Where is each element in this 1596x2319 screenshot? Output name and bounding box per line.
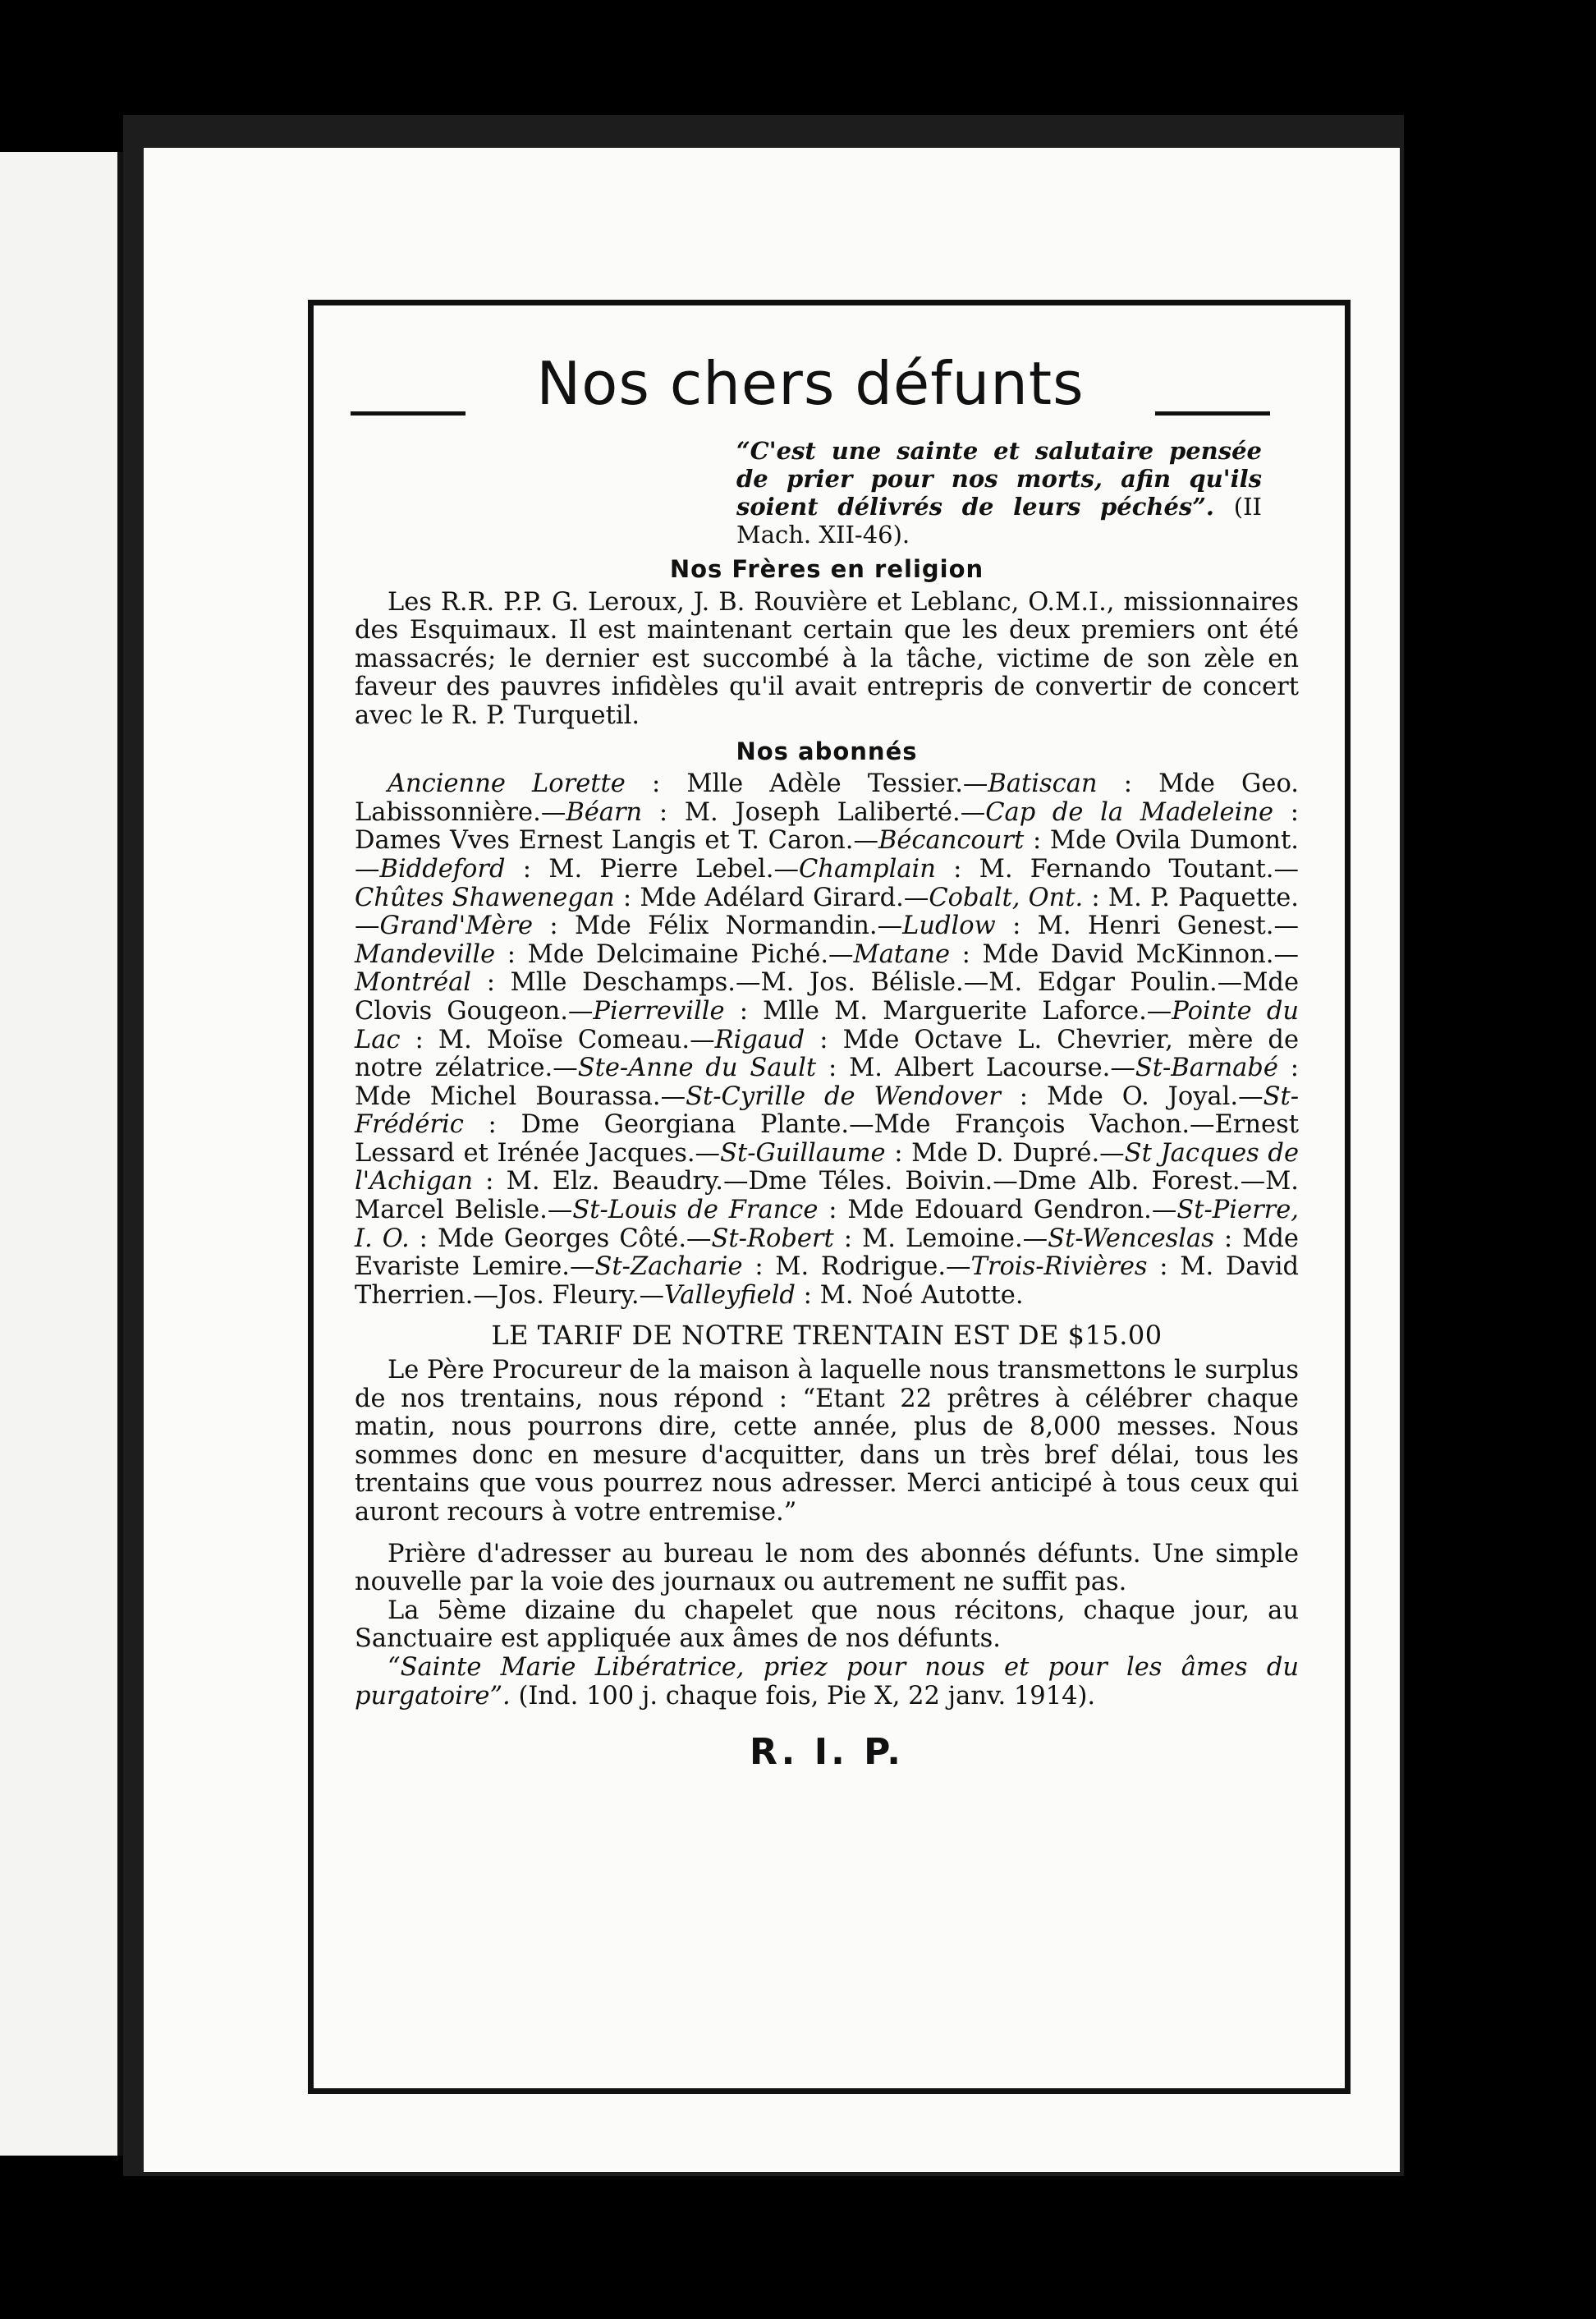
abonne-names: Dames Vves Ernest Langis et T. Caron. <box>355 826 854 856</box>
abonne-place: Pierreville <box>593 996 725 1026</box>
abonne-place: St-Frédéric <box>355 1081 1300 1140</box>
abonne-place: St-Louis de France <box>572 1196 819 1225</box>
abonne-place: Ancienne Lorette <box>388 769 626 799</box>
abonne-names: Mde Félix Normandin. <box>574 912 878 941</box>
abonne-names: Mde Michel Bourassa. <box>355 1081 661 1111</box>
abonne-place: St-Pierre, I. O. <box>355 1196 1299 1253</box>
epigraph <box>736 437 1262 549</box>
adresser-paragraph: Prière d'adresser au bureau le nom des abonnés défunts. Une simple nouvelle par la voie des journaux ou autrement ne suffit pas. <box>355 1539 1299 1597</box>
abonne-names: Mde D. Dupré. <box>911 1138 1100 1168</box>
abonne-place: St-Wenceslas <box>1048 1224 1214 1253</box>
abonne-names: M. Albert Lacourse. <box>849 1054 1111 1083</box>
abonne-names: Mde Octave L. Chevrier, mère de notre zélatrice. <box>355 1025 1300 1083</box>
abonne-names: Dme Georgiana Plante.—Mde François Vachon.—Ernest Lessard et Irénée Jacques. <box>355 1110 1299 1168</box>
abonne-place: Mandeville <box>355 939 496 969</box>
invocation-indulgence: (Ind. 100 j. chaque fois, Pie X, 22 janv. 1914). <box>518 1681 1096 1711</box>
abonne-names: M. Pierre Lebel. <box>548 854 774 884</box>
abonne-place: St Jacques de l'Achigan <box>355 1138 1300 1196</box>
abonne-names: Mde Adélard Girard. <box>640 883 904 912</box>
abonne-place: Pointe du Lac <box>355 996 1300 1054</box>
abonne-names: Mlle M. Marguerite Laforce. <box>763 996 1147 1026</box>
abonne-names: Mde David McKinnon. <box>982 939 1274 969</box>
abonne-names: M. P. Paquette. <box>1108 883 1299 912</box>
abonne-names: Mde O. Joyal. <box>1046 1081 1239 1111</box>
abonne-names: M. Joseph Laliberté. <box>684 797 961 827</box>
abonne-place: Rigaud <box>714 1025 805 1054</box>
abonne-place: St-Barnabé <box>1135 1054 1278 1083</box>
article-body <box>355 437 1300 1774</box>
epigraph-quote: “C'est une sainte et salutaire pensée de prier pour nos morts, afin qu'ils soient délivrés de leurs péchés”. <box>736 437 1262 521</box>
procureur-paragraph: Le Père Procureur de la maison à laquelle nous transmettons le surplus de nos trentains, nous répond : “Etant 22 prêtres à célébrer chaque matin, nous pourrons dire, cette année, plus de 8,000 messes. Nous sommes donc en mesure d'acquitter, dans un très bref délai, tous les trentains que vous pourrez nous adresser. Merci anticipé à tous ceux qui auront recours à votre entremise.” <box>355 1356 1299 1527</box>
page <box>144 148 1400 2172</box>
abonne-place: Batiscan <box>988 769 1098 799</box>
invocation-prayer: “Sainte Marie Libératrice, priez pour nous et pour les âmes du purgatoire”. <box>355 1652 1299 1711</box>
abonne-place: St-Zacharie <box>594 1252 743 1282</box>
abonne-names: M. Elz. Beaudry.—Dme Téles. Boivin.—Dme Alb. Forest.—M. Marcel Belisle. <box>355 1167 1300 1225</box>
abonne-place: Ste-Anne du Sault <box>577 1054 817 1083</box>
abonne-names: Mde Ovila Dumont. <box>1049 826 1300 856</box>
abonne-place: Ludlow <box>902 912 996 941</box>
abonne-place: St-Robert <box>711 1224 834 1253</box>
abonne-names: M. Fernando Toutant. <box>979 854 1274 884</box>
abonnes-list: Ancienne Lorette : Mlle Adèle Tessier.—Batiscan : Mde Geo. Labissonnière.—Béarn : M. Joseph Laliberté.—Cap de la Madeleine : Dames Vves Ernest Langis et T. Caron.—Bécancourt : Mde Ovila Dumont.—Biddeford : M. Pierre Lebel.—Champlain : M. Fernando Toutant.—Chûtes Shawenegan : Mde Adélard Girard.—Cobalt, Ont. : M. P. Paquette.—Grand'Mère : Mde Félix Normandin.—Ludlow : M. Henri Genest.—Mandeville : Mde Delcimaine Piché.—Matane : Mde David McKinnon.—Montréal : Mlle Deschamps.—M. Jos. Bélisle.—M. Edgar Poulin.—Mde Clovis Gougeon.—Pierreville : Mlle M. Marguerite Laforce.—Pointe du Lac : M. Moïse Comeau.—Rigaud : Mde Octave L. Chevrier, mère de notre zélatrice.—Ste-Anne du Sault : M. Albert Lacourse.—St-Barnabé : Mde Michel Bourassa.—St-Cyrille de Wendover : Mde O. Joyal.—St-Frédéric : Dme Georgiana Plante.—Mde François Vachon.—Ernest Lessard et Irénée Jacques.—St-Guillaume : Mde D. Dupré.—St Jacques de l'Achigan : M. Elz. Beaudry.—Dme Téles. Boivin.—Dme Alb. Forest.—M. Marcel Belisle.—St-Louis de France : Mde Edouard Gendron.—St-Pierre, I. O. : Mde Georges Côté.—St-Robert : M. Lemoine.—St-Wenceslas : Mde Evariste Lemire.—St-Zacharie : M. Rodrigue.—Trois-Rivières : M. David Therrien.—Jos. Fleury.—Valleyfield : M. Noé Autotte. <box>355 769 1300 1310</box>
abonne-names: Mde Geo. Labissonnière. <box>355 769 1299 827</box>
chapelet-paragraph: La 5ème dizaine du chapelet que nous récitons, chaque jour, au Sanctuaire est appliquée aux âmes de nos défunts. <box>355 1596 1299 1654</box>
abonne-names: M. Moïse Comeau. <box>438 1025 690 1054</box>
abonne-names: M. Lemoine. <box>862 1224 1023 1253</box>
adjacent-page-edge <box>0 152 119 2156</box>
abonne-place: Grand'Mère <box>379 912 534 941</box>
abonne-place: St-Cyrille de Wendover <box>686 1081 1001 1111</box>
abonne-names: M. Henri Genest. <box>1037 912 1274 941</box>
abonne-names: M. Noé Autotte. <box>819 1280 1024 1310</box>
abonne-names: Mde Georges Côté. <box>437 1224 687 1253</box>
abonne-place: St-Guillaume <box>720 1138 886 1168</box>
abonne-names: Mlle Adèle Tessier. <box>686 769 963 799</box>
abonne-place: Chûtes Shawenegan <box>355 883 615 912</box>
section-heading-freres: Nos Frères en religion <box>669 555 984 583</box>
abonne-place: Cobalt, Ont. <box>929 883 1084 912</box>
abonne-place: Biddeford <box>379 854 506 884</box>
epigraph-reference: (II Mach. XII-46). <box>736 493 1262 549</box>
abonne-place: Champlain <box>798 854 936 884</box>
abonne-place: Matane <box>853 939 951 969</box>
abonne-names: Mde Delcimaine Piché. <box>527 939 829 969</box>
rip-closing: R. I. P. <box>749 1731 905 1774</box>
abonne-names: Mlle Deschamps.—M. Jos. Bélisle.—M. Edgar Poulin.—Mde Clovis Gougeon. <box>355 968 1299 1026</box>
abonne-names: Mde Edouard Gendron. <box>847 1196 1152 1225</box>
invocation-paragraph <box>355 1654 1299 1711</box>
article-frame <box>308 300 1351 2094</box>
tarif-heading: LE TARIF DE NOTRE TRENTAIN EST DE $15.00 <box>491 1320 1163 1352</box>
abonne-names: M. Rodrigue. <box>775 1252 947 1282</box>
abonne-place: Bécancourt <box>878 826 1025 856</box>
abonne-names: M. David Therrien.—Jos. Fleury. <box>355 1252 1299 1310</box>
page-title: Nos chers défunts <box>466 342 1155 425</box>
title-row <box>351 342 1270 433</box>
abonne-place: Valleyfield <box>664 1280 796 1310</box>
abonne-names: Mde Evariste Lemire. <box>355 1224 1299 1282</box>
abonne-place: Montréal <box>355 968 472 998</box>
section-heading-abonnes: Nos abonnés <box>736 737 918 765</box>
abonne-place: Béarn <box>566 797 643 827</box>
freres-paragraph: Les R.R. P.P. G. Leroux, J. B. Rouvière et Leblanc, O.M.I., missionnaires des Esquimaux. Il est maintenant certain que les deux premiers ont été massacrés; le dernier est succombé à la tâche, victime de son zèle en faveur des pauvres infidèles qu'il avait entrepris de convertir de concert avec le R. P. Turquetil. <box>355 587 1299 730</box>
abonne-place: Trois-Rivières <box>970 1252 1148 1282</box>
abonne-place: Cap de la Madeleine <box>985 797 1274 827</box>
